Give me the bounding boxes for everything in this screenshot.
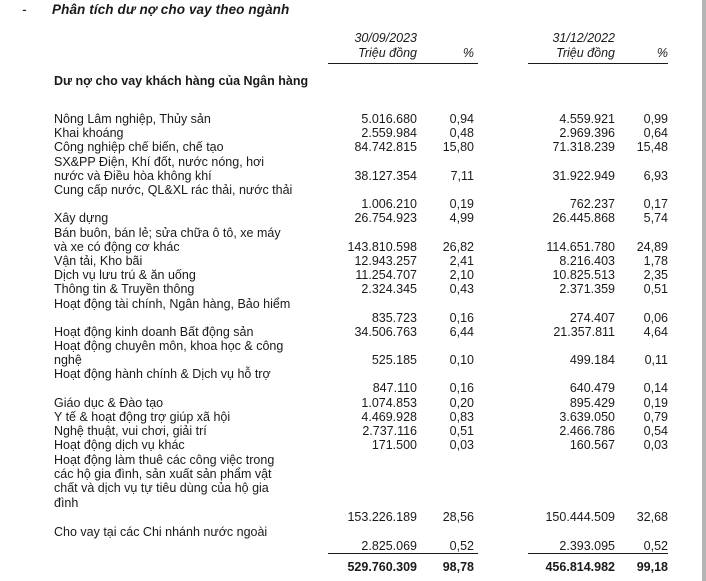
row-label: Nông Lâm nghiệp, Thủy sản [54, 112, 211, 126]
row-pct-2023: 0,83 [449, 410, 474, 424]
window-edge [702, 0, 706, 581]
row-pct-2022: 0,19 [643, 396, 668, 410]
row-value-2023: 1.006.210 [361, 197, 417, 211]
row-value-2023: 153.226.189 [347, 510, 417, 524]
row-value-2022: 274.407 [569, 311, 615, 325]
row-pct-2023: 4,99 [449, 211, 474, 225]
row-value-2022: 71.318.239 [552, 140, 615, 154]
row-value-2022: 4.559.921 [559, 112, 615, 126]
row-pct-2023: 0,52 [449, 539, 474, 553]
row-value-2022: 640.479 [569, 381, 615, 395]
section-title: Dư nợ cho vay khách hàng của Ngân hàng [54, 74, 309, 88]
row-value-2022: 21.357.811 [553, 325, 615, 339]
row-value-2023: 2.825.069 [361, 539, 417, 553]
row-label: Vận tải, Kho bãi [54, 254, 143, 268]
row-pct-2022: 32,68 [636, 510, 668, 524]
row-value-2023: 38.127.354 [354, 169, 417, 183]
row-pct-2022: 1,78 [643, 254, 668, 268]
header-underline-2022 [528, 63, 668, 64]
row-value-2023: 26.754.923 [354, 211, 417, 225]
row-pct-2022: 0,03 [643, 438, 668, 452]
row-pct-2022: 0,11 [644, 353, 668, 367]
row-value-2023: 11.254.707 [355, 268, 417, 282]
row-value-2022: 26.445.868 [552, 211, 615, 225]
row-value-2022: 160.567 [569, 438, 615, 452]
row-value-2023: 143.810.598 [347, 240, 417, 254]
row-value-2023: 12.943.257 [354, 254, 417, 268]
row-value-2023: 1.074.853 [361, 396, 417, 410]
row-label: Y tế & hoạt động trợ giúp xã hội [54, 410, 231, 424]
row-label: Công nghiệp chế biến, chế tạo [54, 140, 224, 154]
col-header-2022 [552, 31, 615, 61]
row-pct-2022: 2,35 [643, 268, 668, 282]
row-pct-2023: 7,11 [450, 169, 474, 183]
total-value-2023: 529.760.309 [347, 560, 417, 574]
section-heading [22, 2, 290, 17]
heading-text: Phân tích dư nợ cho vay theo ngành [52, 2, 290, 17]
row-pct-2022: 0,17 [643, 197, 668, 211]
row-value-2022: 2.393.095 [559, 539, 615, 553]
row-pct-2022: 15,48 [636, 140, 668, 154]
col-header-2023-pct: % [462, 46, 474, 60]
row-pct-2022: 5,74 [643, 211, 668, 225]
row-pct-2022: 0,54 [643, 424, 668, 438]
row-label: Giáo dục & Đào tạo [54, 396, 164, 410]
row-pct-2022: 0,06 [643, 311, 668, 325]
row-pct-2023: 0,43 [449, 282, 474, 296]
row-value-2023: 2.737.116 [362, 424, 417, 438]
row-pct-2022: 0,52 [643, 539, 668, 553]
row-value-2022: 31.922.949 [552, 169, 615, 183]
row-value-2023: 5.016.680 [361, 112, 417, 126]
row-label: Dịch vụ lưu trú & ăn uống [54, 268, 196, 282]
row-pct-2023: 26,82 [442, 240, 474, 254]
row-pct-2022: 6,93 [643, 169, 668, 183]
row-value-2022: 150.444.509 [545, 510, 615, 524]
row-pct-2023: 2,10 [449, 268, 474, 282]
row-label: Bán buôn, bán lẻ; sửa chữa ô tô, xe máy và xe có động cơ khác [54, 226, 281, 255]
row-label: Hoạt động dịch vụ khác [54, 438, 185, 452]
row-pct-2022: 24,89 [636, 240, 668, 254]
row-value-2023: 171.500 [371, 438, 417, 452]
row-pct-2023: 15,80 [442, 140, 474, 154]
row-label: Cho vay tại các Chi nhánh nước ngoài [54, 525, 268, 539]
col-header-2022-unit: Triệu đồng [556, 46, 615, 60]
col-header-2023-date: 30/09/2023 [354, 31, 417, 45]
row-pct-2022: 0,99 [643, 112, 668, 126]
row-pct-2023: 0,20 [449, 396, 474, 410]
row-label: Hoạt động tài chính, Ngân hàng, Bảo hiểm [54, 297, 291, 311]
total-pct-2023: 98,78 [442, 560, 474, 574]
row-pct-2023: 0,10 [449, 353, 474, 367]
row-pct-2023: 28,56 [442, 510, 474, 524]
col-header-2023 [354, 31, 417, 61]
row-label: Hoạt động kinh doanh Bất động sản [54, 325, 254, 339]
row-value-2022: 895.429 [569, 396, 615, 410]
row-value-2022: 2.371.359 [559, 282, 615, 296]
col-header-2022-date: 31/12/2022 [552, 31, 615, 45]
total-value-2022: 456.814.982 [545, 560, 615, 574]
header-underline-2023 [328, 63, 478, 64]
row-value-2023: 525.185 [371, 353, 417, 367]
row-pct-2023: 0,51 [449, 424, 474, 438]
row-pct-2022: 0,51 [643, 282, 668, 296]
col-header-2022-pct: % [656, 46, 668, 60]
heading-bullet: - [22, 2, 27, 17]
row-value-2022: 3.639.050 [559, 410, 615, 424]
row-label: Hoạt động làm thuê các công việc trong các hộ gia đình, sản xuất sản phẩm vật chất và dịch vụ tự tiêu dùng của hộ gia đình [54, 453, 275, 510]
row-value-2023: 2.324.345 [361, 282, 417, 296]
row-value-2023: 2.559.984 [361, 126, 417, 140]
row-value-2022: 2.969.396 [559, 126, 615, 140]
row-pct-2022: 0,79 [643, 410, 668, 424]
row-value-2022: 499.184 [569, 353, 615, 367]
row-label: Hoạt động chuyên môn, khoa học & công nghệ [54, 339, 284, 368]
row-label: Thông tin & Truyền thông [54, 282, 195, 296]
row-value-2022: 10.825.513 [552, 268, 615, 282]
row-pct-2023: 6,44 [449, 325, 474, 339]
row-pct-2022: 0,64 [643, 126, 668, 140]
row-pct-2023: 2,41 [449, 254, 474, 268]
row-value-2023: 847.110 [372, 381, 417, 395]
row-label: Hoạt động hành chính & Dịch vụ hỗ trợ [54, 367, 271, 381]
col-header-2023-unit: Triệu đồng [358, 46, 417, 60]
row-label: Nghệ thuật, vui chơi, giải trí [54, 424, 207, 438]
row-value-2023: 84.742.815 [354, 140, 417, 154]
row-pct-2022: 0,14 [643, 381, 668, 395]
row-value-2022: 762.237 [569, 197, 615, 211]
row-label: SX&PP Điện, Khí đốt, nước nóng, hơi nước và Điều hòa không khí [54, 155, 265, 184]
row-value-2022: 8.216.403 [559, 254, 615, 268]
row-pct-2023: 0,03 [449, 438, 474, 452]
row-value-2022: 114.651.780 [546, 240, 615, 254]
row-pct-2023: 0,48 [449, 126, 474, 140]
row-value-2022: 2.466.786 [559, 424, 615, 438]
row-value-2023: 4.469.928 [361, 410, 417, 424]
total-line-2023 [328, 553, 478, 554]
total-pct-2022: 99,18 [636, 560, 668, 574]
row-pct-2023: 0,94 [449, 112, 474, 126]
row-label: Xây dựng [54, 211, 109, 225]
row-pct-2023: 0,19 [449, 197, 474, 211]
row-pct-2023: 0,16 [449, 381, 474, 395]
row-label: Cung cấp nước, QL&XL rác thải, nước thải [54, 183, 293, 197]
row-value-2023: 34.506.763 [354, 325, 417, 339]
row-value-2023: 835.723 [371, 311, 417, 325]
row-label: Khai khoáng [54, 126, 124, 140]
row-pct-2023: 0,16 [449, 311, 474, 325]
row-pct-2022: 4,64 [643, 325, 668, 339]
total-line-2022 [528, 553, 668, 554]
